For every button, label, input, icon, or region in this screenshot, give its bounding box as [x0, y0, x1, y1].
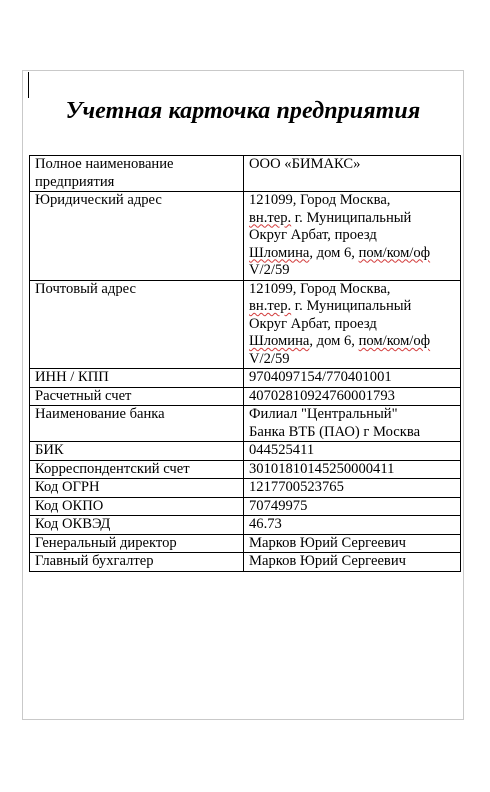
spellcheck-mark: вн.тер.	[249, 209, 292, 226]
row-value-inn-kpp: 9704097154/770401001	[244, 369, 461, 388]
row-value-bank-name: Филиал "Центральный" Банка ВТБ (ПАО) г Москва	[244, 406, 461, 442]
row-value-general-director: Марков Юрий Сергеевич	[244, 534, 461, 553]
table-row	[30, 534, 461, 553]
row-label-chief-accountant: Главный бухгалтер	[30, 553, 244, 572]
spellcheck-mark: Шломина	[249, 333, 310, 349]
row-label-account: Расчетный счет	[30, 387, 244, 406]
document-title: Учетная карточка предприятия	[65, 98, 421, 124]
row-label-bik: БИК	[30, 442, 244, 461]
row-value-ogrn: 1217700523765	[244, 479, 461, 498]
spellcheck-mark: вн.тер.	[249, 298, 292, 314]
row-label-legal-address: Юридический адрес	[30, 192, 244, 281]
spellcheck-mark: пом/ком/оф	[358, 333, 431, 349]
row-label-general-director: Генеральный директор	[30, 534, 244, 553]
row-label-corr-account: Корреспондентский счет	[30, 460, 244, 479]
row-label-okved: Код ОКВЭД	[30, 516, 244, 535]
table-row	[30, 516, 461, 535]
table-row	[30, 460, 461, 479]
spellcheck-mark: Шломина	[249, 244, 310, 261]
table-row	[30, 387, 461, 406]
row-value-full-name: ООО «БИМАКС»	[244, 156, 461, 192]
row-label-inn-kpp: ИНН / КПП	[30, 369, 244, 388]
row-value-account: 40702810924760001793	[244, 387, 461, 406]
document-page[interactable]	[22, 70, 464, 720]
row-value-bik: 044525411	[244, 442, 461, 461]
table-row	[30, 156, 461, 192]
row-value-legal-address: 121099, Город Москва, вн.тер. г. Муниципальный Округ Арбат, проезд Шломина, дом 6, пом/ком/оф V/2/59	[244, 192, 461, 281]
spellcheck-mark: пом/ком/оф	[358, 244, 431, 261]
table-row	[30, 192, 461, 281]
row-value-okved: 46.73	[244, 516, 461, 535]
row-label-bank-name: Наименование банка	[30, 406, 244, 442]
table-row	[30, 497, 461, 516]
table-row	[30, 442, 461, 461]
text-cursor	[28, 72, 29, 98]
row-value-corr-account: 30101810145250000411	[244, 460, 461, 479]
row-label-postal-address: Почтовый адрес	[30, 280, 244, 369]
row-label-full-name: Полное наименование предприятия	[30, 156, 244, 192]
row-value-chief-accountant: Марков Юрий Сергеевич	[244, 553, 461, 572]
table-row	[30, 369, 461, 388]
row-value-okpo: 70749975	[244, 497, 461, 516]
row-value-postal-address: 121099, Город Москва, вн.тер. г. Муниципальный Округ Арбат, проезд Шломина, дом 6, пом/ком/оф V/2/59	[244, 280, 461, 369]
table-row	[30, 280, 461, 369]
table-row	[30, 406, 461, 442]
row-label-ogrn: Код ОГРН	[30, 479, 244, 498]
company-card-table	[29, 155, 461, 572]
row-label-okpo: Код ОКПО	[30, 497, 244, 516]
table-row	[30, 553, 461, 572]
table-row	[30, 479, 461, 498]
